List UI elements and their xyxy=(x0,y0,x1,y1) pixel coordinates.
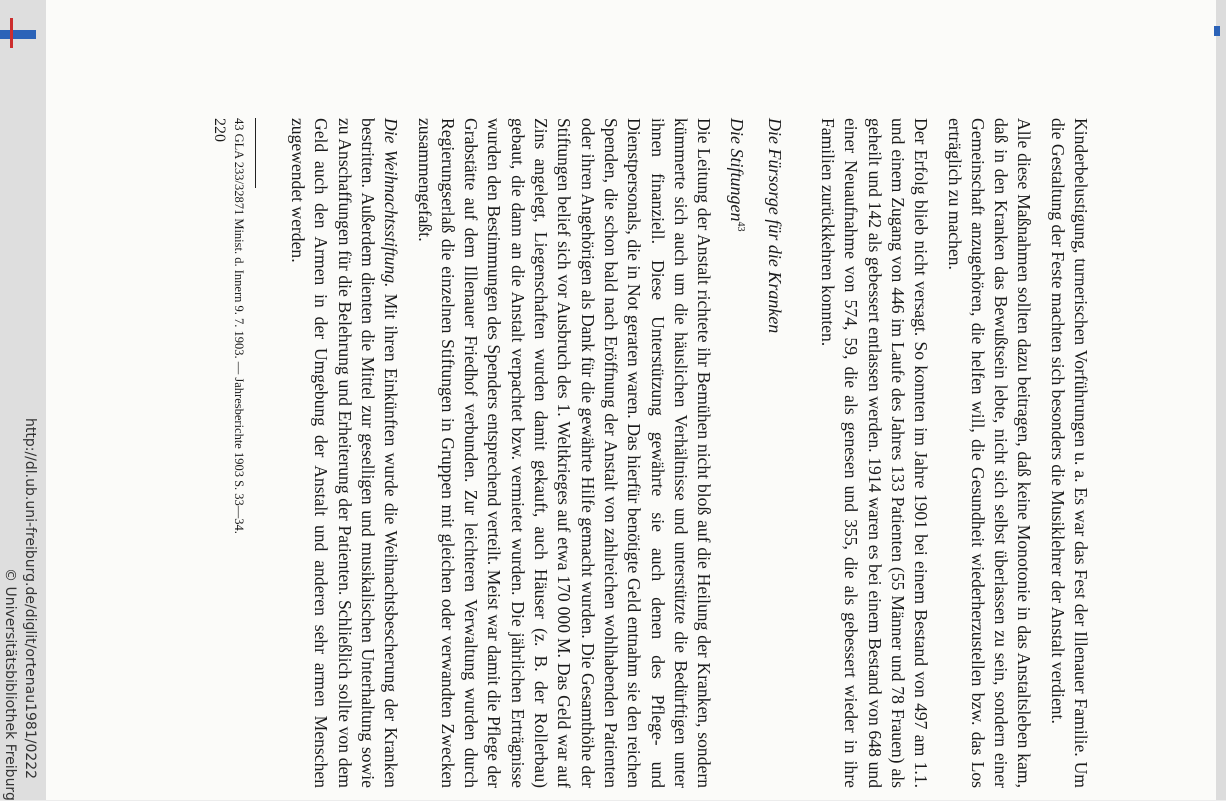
subsection-heading xyxy=(725,118,752,788)
paragraph: Alle diese Maßnahmen sollten dazu beitragen, daß keine Monotonie in das Anstaltsleben kam, daß in den Kranken das Bewußtsein lebte, nicht sich selbst überlassen zu sein, sondern einer Gemeinschaft anzugehören, die helfen will, die Gesundheit wiederherzustellen bzw. das Los erträglich zu machen. xyxy=(944,118,1035,788)
page-content xyxy=(208,118,1093,788)
page-number: 220 xyxy=(210,118,228,142)
color-bar-mark xyxy=(0,30,36,39)
paragraph-text: Mit ihren Einkünften wurde die Weihnachtsbescherung der Kranken bestritten. Außerdem dienten die Mittel zur geselligen und musikalischen Unterhaltung sowie zu Anschaffungen für die Belehrung und Erheiterung der Patienten. Schließlich sollte von dem Geld auch den Armen in der Umgebung der Anstalt und anderen sehr armen Menschen zugewendet werden. xyxy=(288,118,402,788)
copyright-notice: © Universitätsbibliothek Freiburg xyxy=(2,568,18,801)
paragraph xyxy=(286,118,402,788)
subsection-heading-text: Die Stiftungen xyxy=(727,118,748,222)
color-bar-mark xyxy=(10,18,13,48)
paragraph: Der Erfolg blieb nicht versagt. So konnten im Jahre 1901 bei einem Bestand von 497 am 1.1. und einem Zugang von 446 im Laufe des Jahres 133 Patienten (55 Männer und 78 Frauen) als geheilt und 142 als gebessert entlassen werden. 1914 waren es bei einem Bestand von 648 und einer Neuaufnahme von 574, 59, die als genesen und 355, die als gebessert wieder in ihre Familien zurückkehren konnten. xyxy=(818,118,932,788)
paragraph: Kinderbelustigung, turnerischen Vorführungen u. a. Es war das Fest der Illenauer Familie. Um die Gestaltung der Feste machten sich besonders die Musiklehrer der Anstalt verdient. xyxy=(1047,118,1091,788)
color-bar-mark xyxy=(1214,26,1220,36)
right-margin xyxy=(1216,0,1226,800)
paragraph-lead: Die Weihnachtsstiftung. xyxy=(381,118,402,288)
footnote-divider xyxy=(255,118,256,188)
footnote: 43 GLA 233/32871 Minist. d. Innern 9. 7. 1903. — Jahresberichte 1903 S. 33—34. xyxy=(231,118,246,534)
paragraph: Die Leitung der Anstalt richtete ihr Bemühen nicht bloß auf die Heilung der Kranken, sondern kümmerte sich auch um die häuslichen Verhältnisse und unterstützte die Bedürftigen unter ihnen finanziell. Diese Unterstützung gewährte sie auch denen des Pflege- und Dienstpersonals, die in Not geraten waren. Das hierfür benötigte Geld entnahm sie den reichen Spenden, die schon bald nach Eröffnung der Anstalt von zahlreichen wohlhabenden Patienten oder ihren Angehörigen als Dank für die gewährte Hilfe gemacht wurden. Die Gesamthöhe der Stiftungen belief sich vor Ausbruch des 1. Weltkrieges auf etwa 170 000 M. Das Geld war auf Zins angelegt, Liegenschaften wurden damit gekauft, auch Häuser (z. B. der Rollerbau) gebaut, die dann an die Anstalt verpachtet bzw. vermietet wurden. Die jährlichen Erträgnisse wurden den Bestimmungen des Spenders entsprechend verteilt. Meist war damit die Pflege der Grabstätte auf dem Illenauer Friedhof verbunden. Zur leichteren Verwaltung wurden durch Regierungserlaß die einzelnen Stiftungen in Gruppen mit gleichen oder verwandten Zwecken zusammengefaßt. xyxy=(414,118,715,788)
section-heading: Die Fürsorge für die Kranken xyxy=(764,118,785,334)
footnote-reference: 43 xyxy=(735,221,747,232)
source-url: http://dl.ub.uni-freiburg.de/diglit/ortenau1981/0222 xyxy=(22,418,38,780)
